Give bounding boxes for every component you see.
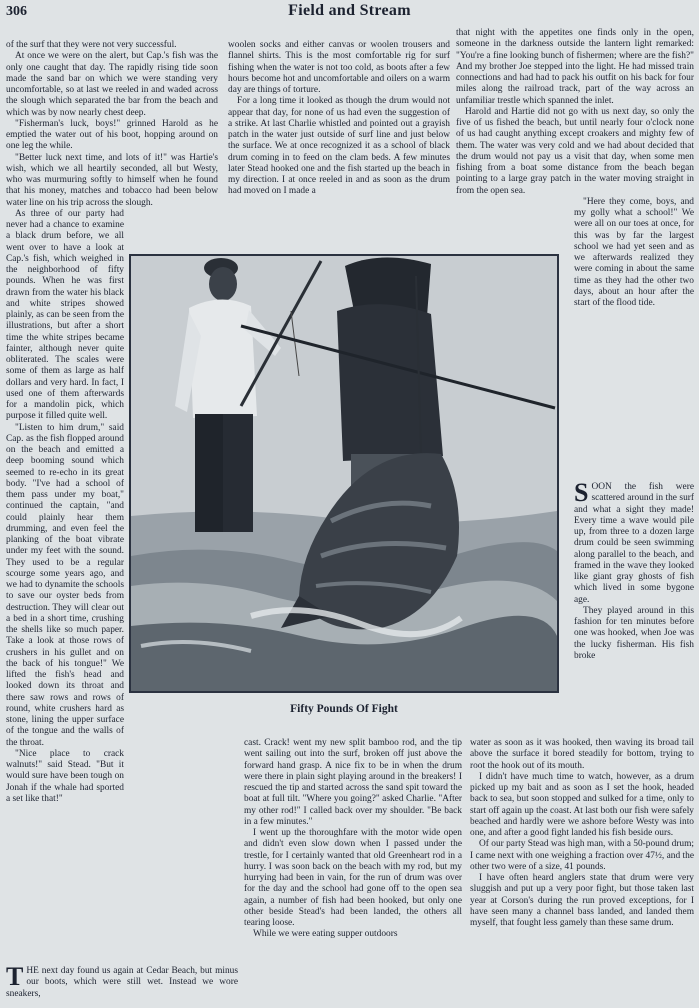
paragraph: "Nice place to crack walnuts!" said Stead. "But it would sure have been tough on Jonah if the whale had sported a set like that!" [6,748,124,804]
page-number: 306 [6,4,27,19]
paragraph: "Here they come, boys, and my golly what a school!" We were all on our toes at once, for this was by far the largest school we had yet seen and as we afterwards realized they were coming in about the same time as they had the other two days, about an hour after the start of the flood tide. [574,196,694,308]
paragraph: I didn't have much time to watch, however, as a drum picked up my bait and as soon as I set the hook, headed back to sea, but soon stopped and sulked for a time, only to start off again up the coast. At last both our fish were safely beached and hardly were we ashore before Westy was into one, and after a good fight landed his fish beside ours. [470,771,694,838]
column-2-bottom [244,738,462,1006]
fishing-photograph [129,254,559,693]
paragraph: THE next day found us again at Cedar Beach, but minus our boots, which were still wet. Instead we wore sneakers, [6,962,238,999]
paragraph: "Fisherman's luck, boys!" grinned Harold as he emptied the water out of his boot, hopping around on one leg the while. [6,118,218,152]
paragraph: water as soon as it was hooked, then waving its broad tail above the surface it bored steadily for bottom, trying to root the hook out of its mouth. [470,738,694,771]
paragraph: While we were eating supper outdoors [253,929,398,940]
running-head: Field and Stream [288,2,411,19]
paragraph: "Listen to him drum," said Cap. as the fish flopped around on the beach and emitted a deep booming sound which seemed to re-echo in its great body. "I've had a school of them pass under my boat," continued the captain, "and could plainly hear them drumming, and even feel the planking of the boat vibrate under my feet with the sound. They used to be a regular scourge some years ago, and we had to dynamite the schools to save our oyster beds from destruction. They will clear out a bed in a short time, crushing the shells like so much paper. Take a look at those rows of crushers in his gullet and on the back of his tongue!" We lifted the fish's head and looked down its throat and there saw rows and rows of round, white crushers hard as stone, lining the upper surface of the tongue and the walls of the throat. [6,422,124,748]
drop-cap: T [6,962,24,991]
paragraph: At once we were on the alert, but Cap.'s fish was the only one caught that day. The rapidly rising tide soon made the sand bar on which we were standing very uncomfortable, so at last we reeled in and waded across the slough which separated the bar from the beach and which was by now nearly chest deep. [6,51,218,118]
paragraph: I have often heard anglers state that drum were very sluggish and put up a very poor fight, but those taken last year at Corson's during the run proved exceptions, for I have seen many a channel bass landed, and landed them myself, that fought less gamely than these same drum. [470,873,694,928]
column-3-mid [574,478,694,734]
paragraph: Of our party Stead was high man, with a 50-pound drum; I came next with one weighing a fraction over 47½, and the other two were of a size, 41 pounds. [470,839,694,872]
paragraph: Harold and Hartie did not go with us next day, so only the five of us fished the beach, but until nearly four o'clock none of us had caught anything except croakers and mighty few of them. The water was very cold and we had about decided that the drum would not pay us a visit that day, when some men fishing from a boat some distance from the beach began pointing to a large gray patch in the water moving straight in from the open sea. [456,106,694,196]
paragraph: woolen socks and either canvas or woolen trousers and flannel shirts. This is the most comfortable rig for surf fishing when the water is not too cold, as boots after a few hours become hot and uncomfortable and oilers on a warm day are things of torture. [228,40,450,95]
paragraph: SOON the fish were scattered around in the surf and what a sight they made! Every time a wave would pile up, from three to a dozen large drum could be seen swimming along parallel to the beach, and framed in the wave they looked like giant gray ghosts of fish which lived in some bygone age. [574,478,694,605]
paragraph: of the surf that they were not very successful. [6,40,177,50]
photo-illustration [131,256,557,691]
paragraph: "Better luck next time, and lots of it!" was Hartie's wish, which we all heartily seconded, all but Westy, who was murmuring softly to himself when he found that his money, matches and tobacco had been below water line on his trip across the slough. [6,152,218,208]
column-2-top [228,40,450,253]
column-3-bottom [470,738,694,1006]
column-1-bottom [6,962,238,1006]
paragraph: that night with the appetites one finds only in the open, someone in the darkness outside the lantern light remarked: "You're a fine looking bunch of fishermen; where are the fish?" And my brother Joe stepped into the light. He had missed train connections and had had to pack his outfit on his back for four miles along the railroad track, part of the way across an unfamiliar trestle which spanned the inlet. [456,28,694,106]
paragraph: I went up the thoroughfare with the motor wide open and didn't even slow down when I passed under the trestle, for I certainly wanted that old Greenheart rod in a hurry. I was soon back on the beach with my rod, but my hurrying had been in vain, for the run of drum was over for the day and the school had gone off to the open sea again, a number of fish had been hooked, but only one other beside Stead's had been landed, the others all tearing loose. [244,828,462,928]
paragraph: cast. Crack! went my new split bamboo rod, and the tip went sailing out into the surf, broken off just above the forward hand grasp. A nice fix to be in when the drum were there in plain sight playing around in the breakers! I rescued the tip and started across the sand spit toward the boat at full tilt. "Where you going?" asked Charlie. "After my other rod!" I called back over my shoulder. "Be back in a few minutes." [244,738,462,827]
figure-caption: Fifty Pounds Of Fight [290,703,398,715]
drop-cap: S [574,478,589,507]
paragraph: For a long time it looked as though the drum would not appear that day, for none of us had even the suggestion of a strike. At last Charlie whistled and pointed out a grayish patch in the water just outside of surf line and just below the surface. We at once recognized it as a school of black drum coming in to feed on the clam beds. A few minutes later Stead hooked one and the fish started up the beach in my direction. I at once reeled in and as soon as the drum had moved on I made a [228,96,450,197]
paragraph: They played around in this fashion for ten minutes before one was hooked, when Joe was the lucky fisherman. His fish broke [574,605,694,661]
paragraph: As three of our party had never had a chance to examine a black drum before, we all went over to have a look at Cap.'s fish, which weighed in the neighborhood of fifty pounds. When he was first drawn from the water his black and white stripes showed plainly, as can be seen from the illustrations, but after a short time the white stripes became fainter, although never quite obliterated. The scales were some of them as large as half dollars and very hard. In fact, I used one of them afterwards for a mandolin pick, which purpose it filled quite well. [6,208,124,422]
